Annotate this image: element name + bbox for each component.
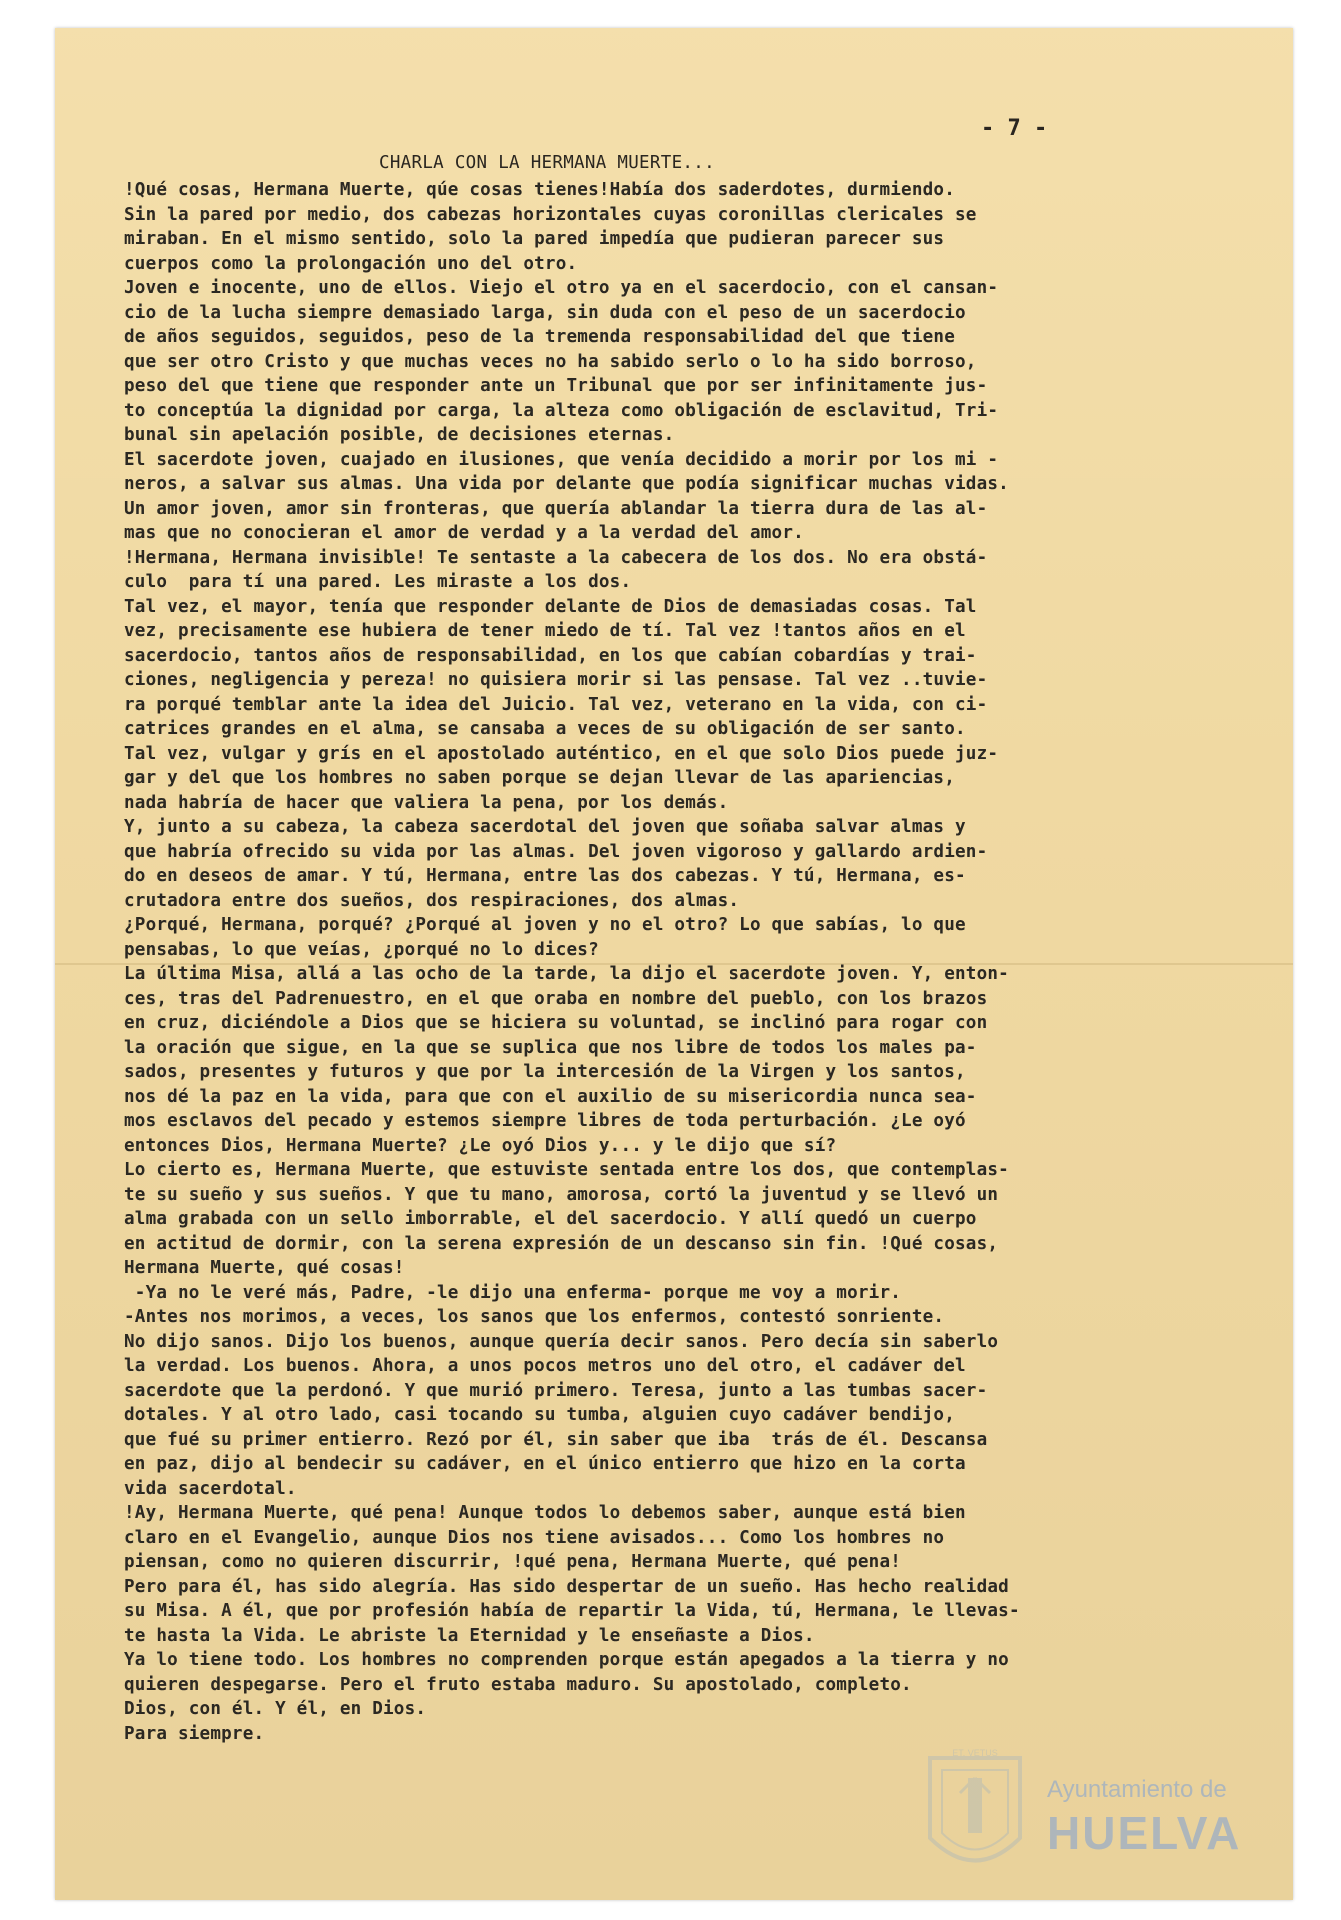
text-line: Hermana Muerte, qué cosas! [124, 1258, 405, 1278]
text-line: vez, precisamente ese hubiera de tener miedo de tí. Tal vez !tantos años en el [124, 621, 966, 641]
text-line: entonces Dios, Hermana Muerte? ¿Le oyó Dios y... y le dijo que sí? [124, 1135, 837, 1156]
watermark-text-line1: Ayuntamiento de [1047, 1776, 1227, 1803]
text-line: El sacerdote joven, cuajado en ilusiones, que venía decidido a morir por los mi - [124, 449, 999, 470]
text-line: Ya lo tiene todo. Los hombres no comprenden porque están apegados a la tierra y no [124, 1650, 1009, 1670]
text-line: que habría ofrecido su vida por las almas. Del joven vigoroso y gallardo ardien- [124, 841, 988, 862]
text-line: que fué su primer entierro. Rezó por él, sin saber que iba trás de él. Descansa [124, 1429, 988, 1450]
text-line: mos esclavos del pecado y estemos siempre libres de toda perturbación. ¿Le oyó [124, 1111, 966, 1131]
text-line: cio de la lucha siempre demasiado larga, sin duda con el peso de un sacerdocio [124, 302, 966, 323]
text-line: Joven e inocente, uno de ellos. Viejo el otro ya en el sacerdocio, con el cansan- [124, 278, 999, 298]
text-line: Un amor joven, amor sin fronteras, que quería ablandar la tierra dura de las al- [124, 498, 988, 519]
text-line: en paz, dijo al bendecir su cadáver, en el único entierro que hizo en la corta [124, 1454, 966, 1474]
text-line: neros, a salvar sus almas. Una vida por delante que podía significar muchas vidas. [124, 474, 1009, 494]
text-line: bunal sin apelación posible, de decisiones eternas. [124, 425, 675, 445]
text-line: la oración que sigue, en la que se suplica que nos libre de todos los males pa- [124, 1037, 977, 1058]
text-line: peso del que tiene que responder ante un Tribunal que por ser infinitamente jus- [124, 376, 988, 396]
text-line: !Hermana, Hermana invisible! Te sentaste a la cabecera de los dos. No era obstá- [124, 547, 988, 568]
text-line: !Qué cosas, Hermana Muerte, qúe cosas tienes!Había dos saderdotes, durmiendo. [124, 180, 956, 200]
watermark-text-line2: HUELVA [1047, 1807, 1242, 1859]
text-line: do en deseos de amar. Y tú, Hermana, entre las dos cabezas. Y tú, Hermana, es- [124, 866, 966, 886]
text-line: ces, tras del Padrenuestro, en el que oraba en nombre del pueblo, con los brazos [124, 988, 988, 1009]
text-line: pensabas, lo que veías, ¿porqué no lo dices? [124, 939, 599, 960]
text-line: to conceptúa la dignidad por carga, la alteza como obligación de esclavitud, Tri- [124, 400, 999, 421]
text-line: alma grabada con un sello imborrable, el del sacerdocio. Y allí quedó un cuerpo [124, 1209, 977, 1229]
text-line: ¿Porqué, Hermana, porqué? ¿Porqué al joven y no el otro? Lo que sabías, lo que [124, 915, 966, 935]
text-line: gar y del que los hombres no saben porque se dejan llevar de las apariencias, [124, 768, 956, 788]
text-line: Para siempre. [124, 1723, 265, 1744]
text-line: sacerdote que la perdonó. Y que murió primero. Teresa, junto a las tumbas sacer- [124, 1380, 988, 1401]
text-line: mas que no conocieran el amor de verdad y a la verdad del amor. [124, 523, 804, 543]
text-line: la verdad. Los buenos. Ahora, a unos pocos metros uno del otro, el cadáver del [124, 1356, 966, 1376]
text-line: Lo cierto es, Hermana Muerte, que estuviste sentada entre los dos, que contemplas- [124, 1160, 1009, 1180]
text-line: Y, junto a su cabeza, la cabeza sacerdotal del joven que soñaba salvar almas y [124, 817, 966, 837]
text-line: -Antes nos morimos, a veces, los sanos que los enfermos, contestó sonriente. [124, 1307, 945, 1327]
document-title: CHARLA CON LA HERMANA MUERTE... [379, 153, 715, 173]
document-body [124, 178, 1224, 1746]
text-line: Dios, con él. Y él, en Dios. [124, 1699, 427, 1719]
text-line: su Misa. A él, que por profesión había de repartir la Vida, tú, Hermana, le llevas- [124, 1601, 1020, 1621]
text-line: No dijo sanos. Dijo los buenos, aunque quería decir sanos. Pero decía sin saberlo [124, 1331, 999, 1352]
text-line: culo para tí una pared. Les miraste a los dos. [124, 572, 632, 592]
text-line: nada habría de hacer que valiera la pena, por los demás. [124, 792, 729, 813]
text-line: te hasta la Vida. Le abriste la Eternidad y le enseñaste a Dios. [124, 1625, 815, 1646]
page-number: - 7 - [981, 116, 1048, 141]
text-line: ra porqué temblar ante la idea del Juicio. Tal vez, veterano en la vida, con ci- [124, 694, 988, 715]
text-line: Sin la pared por medio, dos cabezas horizontales cuyas coronillas clericales se [124, 204, 977, 225]
text-line: dotales. Y al otro lado, casi tocando su tumba, alguien cuyo cadáver bendijo, [124, 1405, 956, 1425]
text-line: claro en el Evangelio, aunque Dios nos tiene avisados... Como los hombres no [124, 1527, 945, 1548]
text-line: ciones, negligencia y pereza! no quisiera morir si las pensase. Tal vez ..tuvie- [124, 670, 988, 690]
text-line: vida sacerdotal. [124, 1478, 297, 1499]
text-line: sados, presentes y futuros y que por la intercesión de la Virgen y los santos, [124, 1062, 966, 1082]
seal-text: ET. VETUS [952, 1748, 998, 1758]
text-line: en cruz, diciéndole a Dios que se hiciera su voluntad, se inclinó para rogar con [124, 1013, 988, 1033]
text-line: de años seguidos, seguidos, peso de la tremenda responsabilidad del que tiene [124, 327, 956, 347]
text-line: sacerdocio, tantos años de responsabilidad, en los que cabían cobardías y trai- [124, 645, 977, 666]
text-line: Tal vez, vulgar y grís en el apostolado auténtico, en el que solo Dios puede juz- [124, 743, 999, 764]
text-line: Tal vez, el mayor, tenía que responder delante de Dios de demasiadas cosas. Tal [124, 596, 977, 617]
text-line: quieren despegarse. Pero el fruto estaba maduro. Su apostolado, completo. [124, 1674, 912, 1695]
text-line: La última Misa, allá a las ocho de la tarde, la dijo el sacerdote joven. Y, enton- [124, 964, 1009, 984]
text-line: que ser otro Cristo y que muchas veces no ha sabido serlo o lo ha sido borroso, [124, 351, 977, 372]
text-line: miraban. En el mismo sentido, solo la pared impedía que pudieran parecer sus [124, 229, 945, 249]
text-line: -Ya no le veré más, Padre, -le dijo una enferma- porque me voy a morir. [124, 1282, 902, 1303]
text-line: en actitud de dormir, con la serena expresión de un descanso sin fin. !Qué cosas, [124, 1233, 999, 1254]
text-line: te su sueño y sus sueños. Y que tu mano, amorosa, cortó la juventud y se llevó un [124, 1184, 999, 1205]
text-line: crutadora entre dos sueños, dos respiraciones, dos almas. [124, 890, 740, 911]
text-line: cuerpos como la prolongación uno del otro. [124, 253, 578, 274]
text-line: catrices grandes en el alma, se cansaba a veces de su obligación de ser santo. [124, 719, 966, 739]
text-line: piensan, como no quieren discurrir, !qué pena, Hermana Muerte, qué pena! [124, 1552, 902, 1572]
text-line: !Ay, Hermana Muerte, qué pena! Aunque todos lo debemos saber, aunque está bien [124, 1503, 966, 1523]
text-line: nos dé la paz en la vida, para que con el auxilio de su misericordia nunca sea- [124, 1086, 977, 1107]
text-line: Pero para él, has sido alegría. Has sido despertar de un sueño. Has hecho realidad [124, 1576, 1009, 1597]
